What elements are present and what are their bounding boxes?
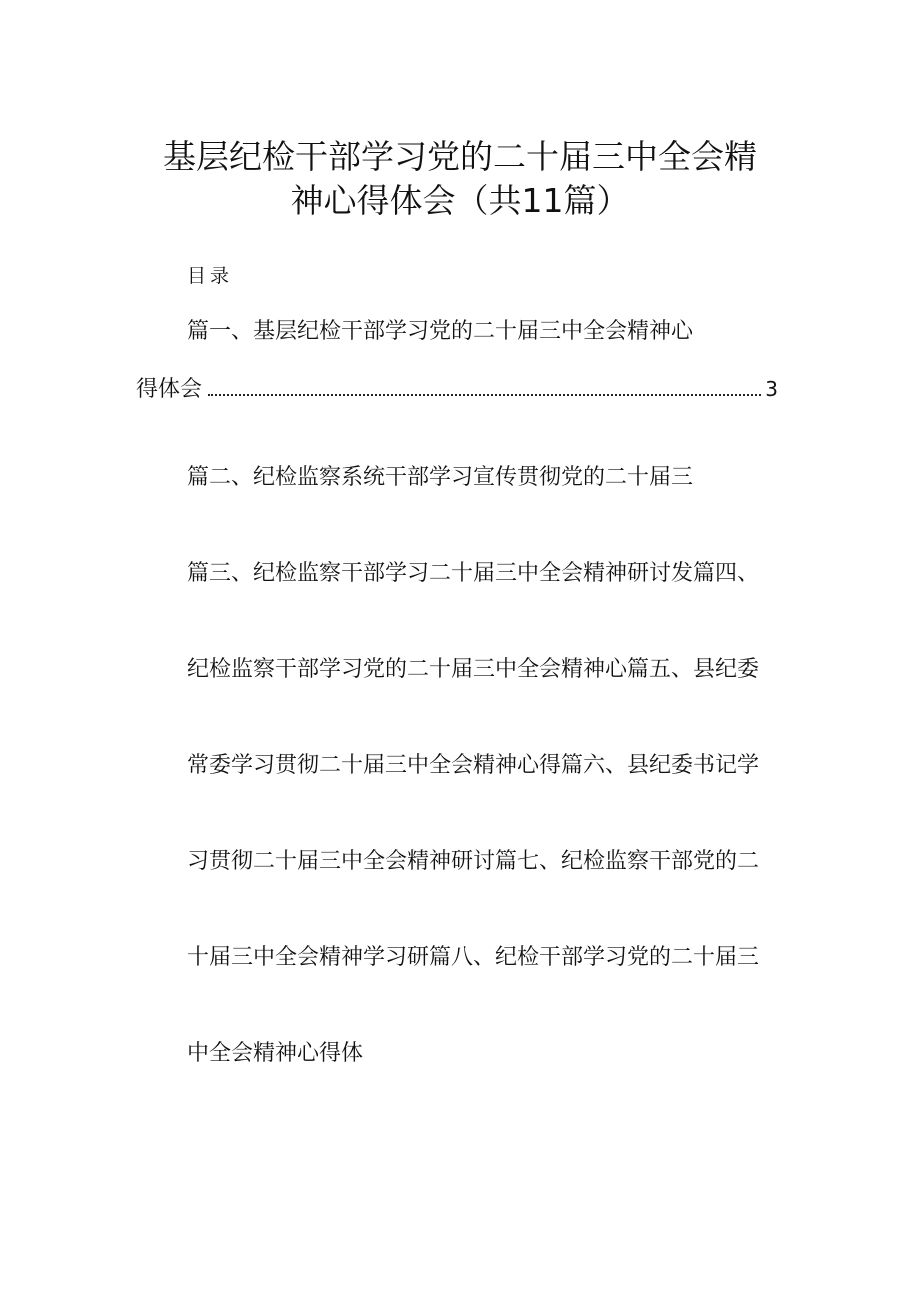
document-title-line-1: 基层纪检干部学习党的二十届三中全会精 — [163, 137, 757, 176]
toc-leader-dots — [208, 393, 761, 396]
toc-heading: 目录 — [187, 265, 234, 287]
toc-line-4[interactable]: 篇三、纪检监察干部学习二十届三中全会精神研讨发篇四、 — [187, 561, 760, 586]
toc-line-8[interactable]: 十届三中全会精神学习研篇八、纪检干部学习党的二十届三 — [187, 945, 760, 970]
toc-page-number: 3 — [765, 377, 778, 401]
toc-line-7[interactable]: 习贯彻二十届三中全会精神研讨篇七、纪检监察干部党的二 — [187, 849, 760, 874]
toc-entry-1-line-2[interactable] — [136, 373, 778, 406]
toc-line-3[interactable]: 篇二、纪检监察系统干部学习宣传贯彻党的二十届三 — [187, 465, 694, 490]
toc-line-5[interactable]: 纪检监察干部学习党的二十届三中全会精神心篇五、县纪委 — [187, 657, 760, 682]
toc-line-6[interactable]: 常委学习贯彻二十届三中全会精神心得篇六、县纪委书记学 — [187, 753, 760, 778]
toc-entry-1-tail: 得体会 — [136, 377, 203, 402]
document-title-line-2: 神心得体会（共11篇） — [290, 181, 630, 220]
toc-entry-1-line-1[interactable]: 篇一、基层纪检干部学习党的二十届三中全会精神心 — [187, 319, 694, 344]
toc-line-9[interactable]: 中全会精神心得体 — [187, 1041, 364, 1066]
